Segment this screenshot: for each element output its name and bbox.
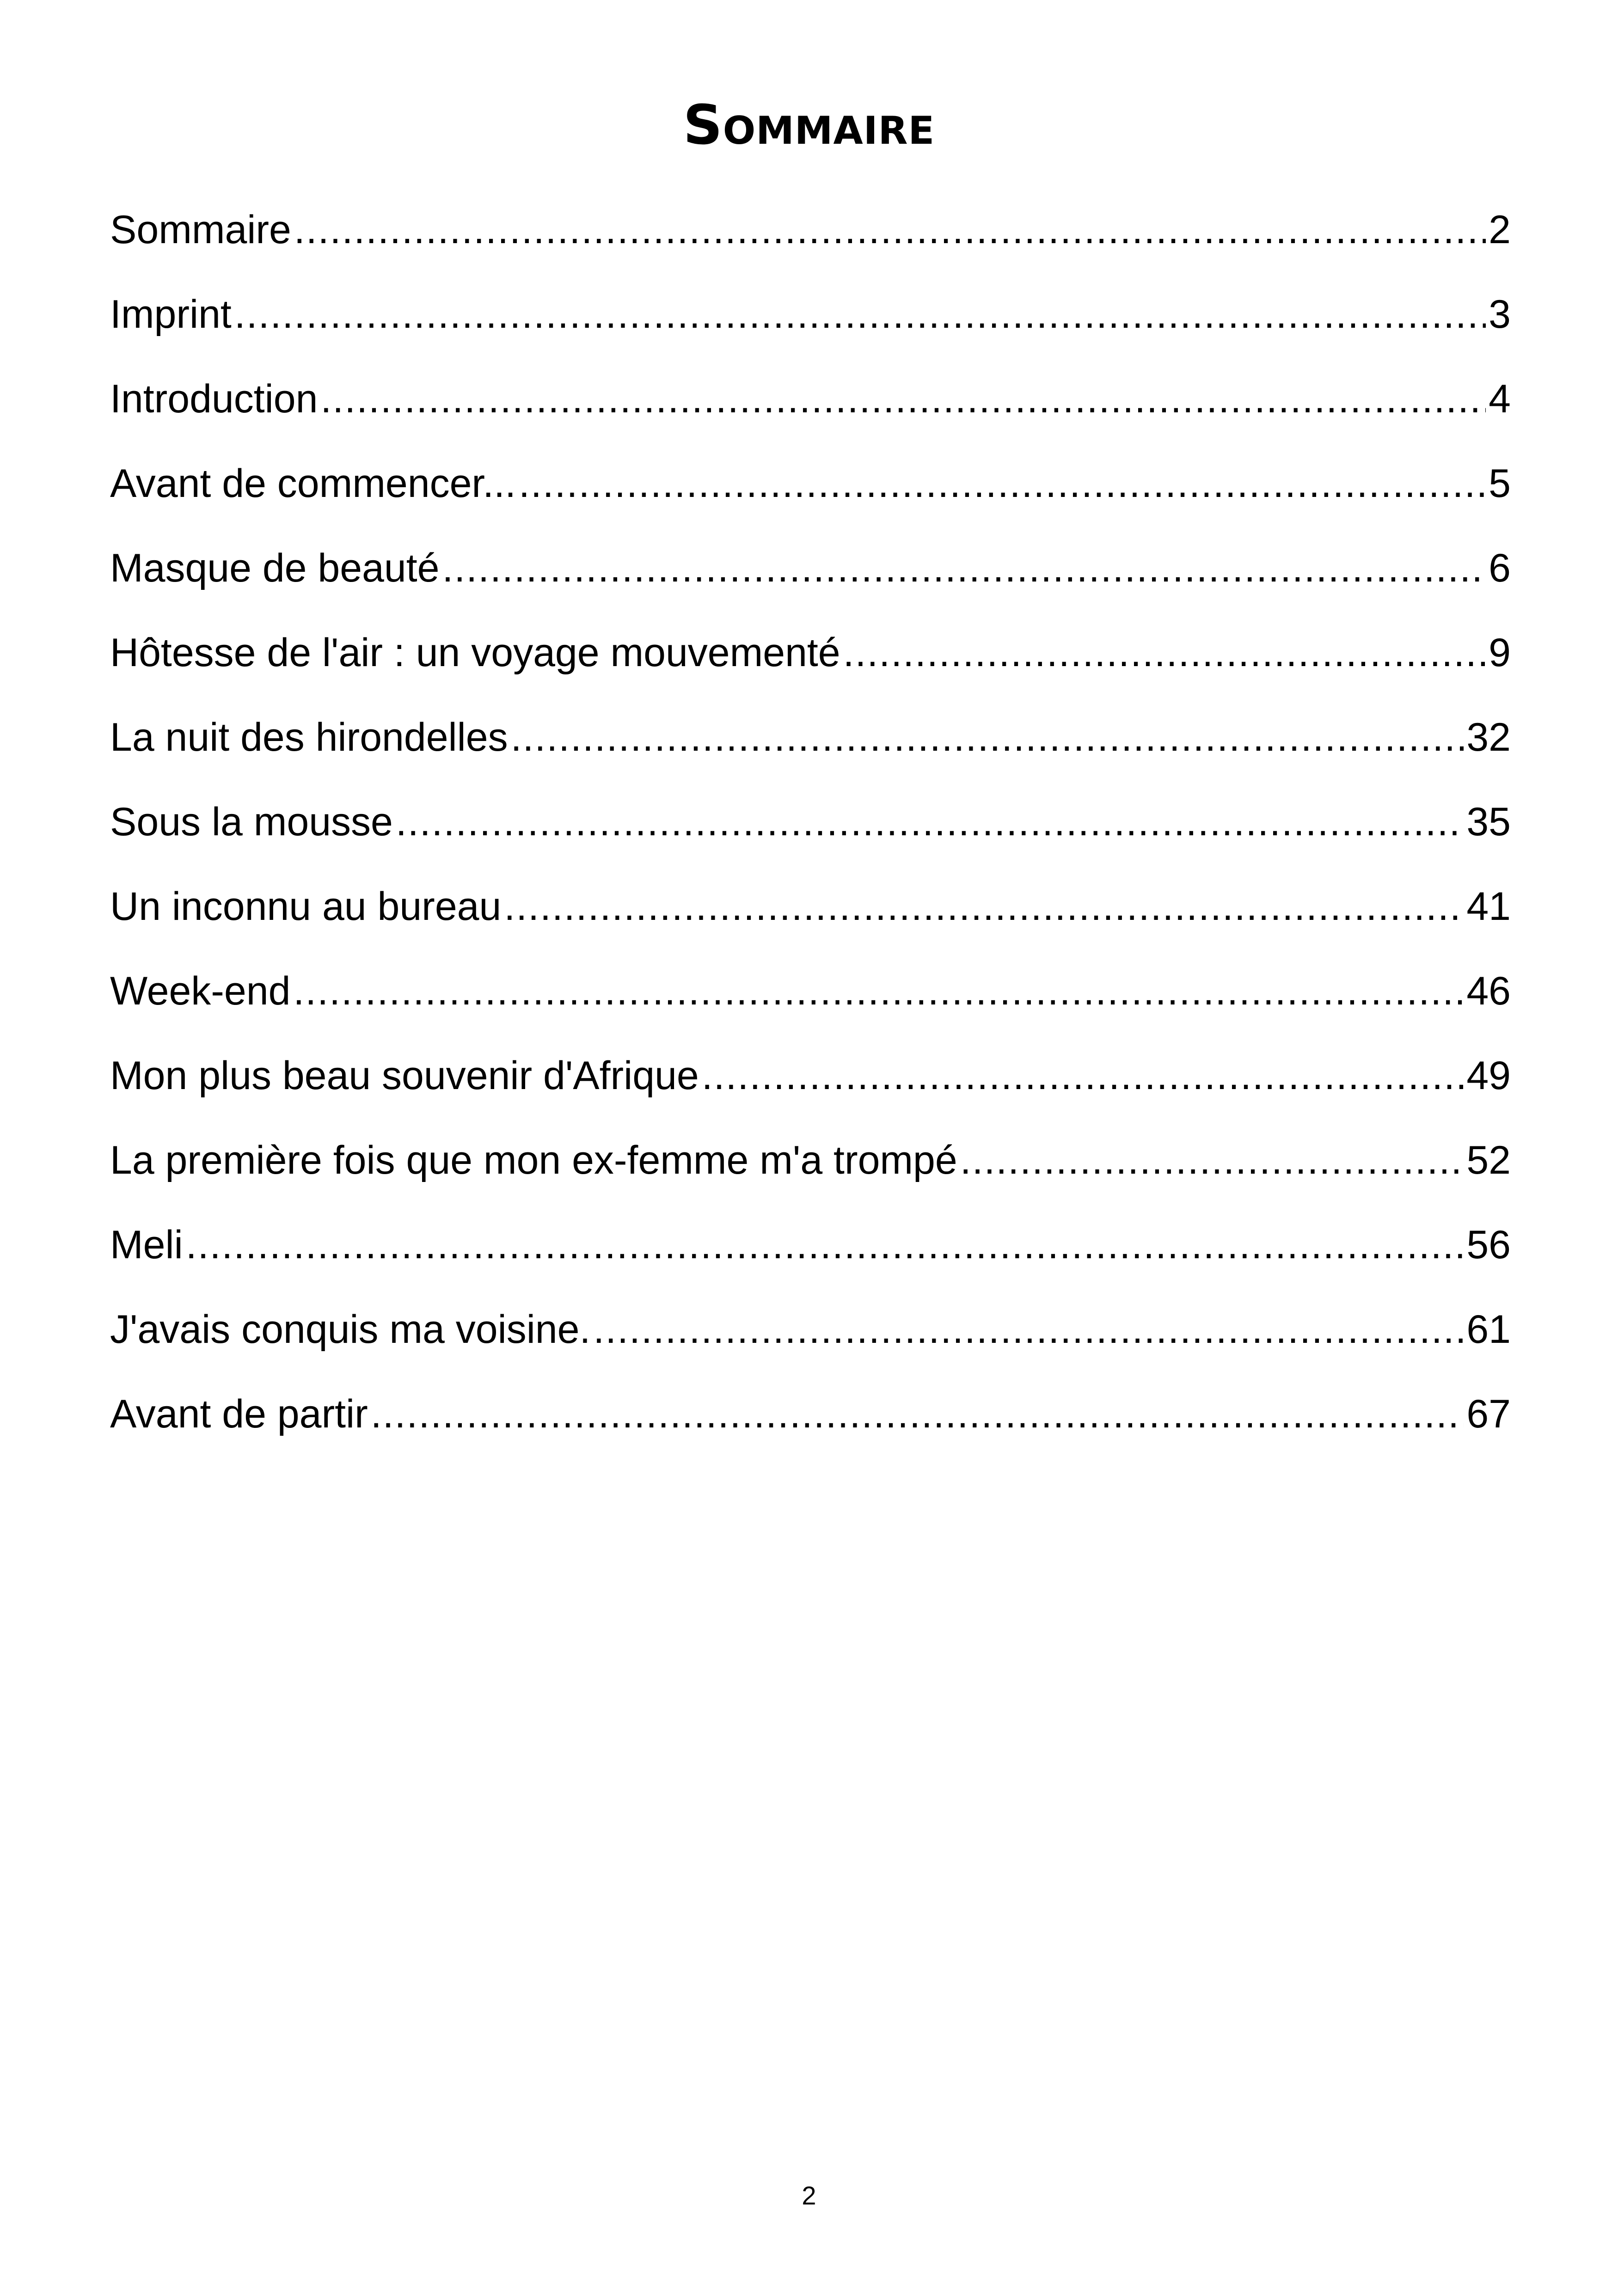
dot-leader <box>519 453 1486 514</box>
dot-leader <box>702 1046 1464 1106</box>
toc-entry-label: La nuit des hirondelles <box>110 715 508 759</box>
toc-entry-page: 56 <box>1466 1223 1511 1267</box>
dot-leader <box>593 1299 1464 1359</box>
toc-entry-label: La première fois que mon ex-femme m'a trompé <box>110 1138 957 1182</box>
table-of-contents <box>110 200 1511 1469</box>
toc-entry-label: Avant de commencer... <box>110 461 516 506</box>
dot-leader <box>371 1384 1464 1444</box>
dot-leader <box>186 1215 1464 1275</box>
toc-entry-label: J'avais conquis ma voisine. <box>110 1307 591 1352</box>
toc-entry-la-premiere-fois[interactable] <box>110 1130 1511 1215</box>
toc-entry-hotesse-de-l-air[interactable] <box>110 623 1511 707</box>
toc-entry-j-avais-conquis[interactable] <box>110 1299 1511 1384</box>
toc-entry-page: 4 <box>1489 377 1511 421</box>
toc-entry-page: 6 <box>1489 546 1511 590</box>
toc-entry-week-end[interactable] <box>110 961 1511 1046</box>
toc-entry-introduction[interactable] <box>110 369 1511 453</box>
toc-entry-page: 9 <box>1489 631 1511 675</box>
toc-entry-page: 41 <box>1466 884 1511 929</box>
toc-entry-un-inconnu-au-bureau[interactable] <box>110 876 1511 961</box>
toc-entry-label: Masque de beauté <box>110 546 440 590</box>
toc-entry-label: Sous la mousse <box>110 800 393 844</box>
toc-entry-sous-la-mousse[interactable] <box>110 792 1511 876</box>
toc-entry-page: 3 <box>1489 292 1511 337</box>
toc-entry-page: 5 <box>1489 461 1511 506</box>
toc-entry-page: 52 <box>1466 1138 1511 1182</box>
toc-entry-label: Introduction <box>110 377 318 421</box>
dot-leader <box>293 961 1464 1021</box>
toc-entry-page: 67 <box>1466 1392 1511 1436</box>
dot-leader <box>504 876 1464 937</box>
dot-leader <box>320 369 1486 429</box>
toc-entry-mon-plus-beau-souvenir[interactable] <box>110 1046 1511 1130</box>
toc-entry-label: Imprint <box>110 292 232 337</box>
toc-entry-page: 61 <box>1466 1307 1511 1352</box>
toc-entry-label: Un inconnu au bureau <box>110 884 502 929</box>
toc-entry-avant-de-partir[interactable] <box>110 1384 1511 1469</box>
page-number: 2 <box>802 2181 816 2210</box>
toc-entry-imprint[interactable] <box>110 284 1511 369</box>
dot-leader <box>442 538 1486 598</box>
dot-leader <box>843 623 1486 683</box>
toc-entry-page: 46 <box>1466 969 1511 1013</box>
toc-entry-meli[interactable] <box>110 1215 1511 1299</box>
toc-entry-sommaire[interactable] <box>110 200 1511 284</box>
dot-leader <box>234 284 1486 344</box>
toc-entry-page: 2 <box>1489 208 1511 252</box>
dot-leader <box>396 792 1464 852</box>
dot-leader <box>960 1130 1464 1190</box>
dot-leader <box>294 200 1486 260</box>
dot-leader <box>511 707 1464 767</box>
toc-entry-label: Meli <box>110 1223 183 1267</box>
toc-entry-masque-de-beaute[interactable] <box>110 538 1511 623</box>
toc-entry-page: 35 <box>1466 800 1511 844</box>
toc-entry-label: Sommaire <box>110 208 291 252</box>
toc-entry-la-nuit-des-hirondelles[interactable] <box>110 707 1511 792</box>
toc-entry-label: Mon plus beau souvenir d'Afrique <box>110 1053 699 1098</box>
toc-entry-page: 49 <box>1466 1053 1511 1098</box>
page-title: Sommaire <box>683 93 935 157</box>
toc-entry-label: Avant de partir <box>110 1392 368 1436</box>
toc-entry-label: Week-end <box>110 969 291 1013</box>
toc-entry-page: 32 <box>1466 715 1511 759</box>
toc-entry-avant-de-commencer[interactable] <box>110 453 1511 538</box>
toc-entry-label: Hôtesse de l'air : un voyage mouvementé <box>110 631 840 675</box>
